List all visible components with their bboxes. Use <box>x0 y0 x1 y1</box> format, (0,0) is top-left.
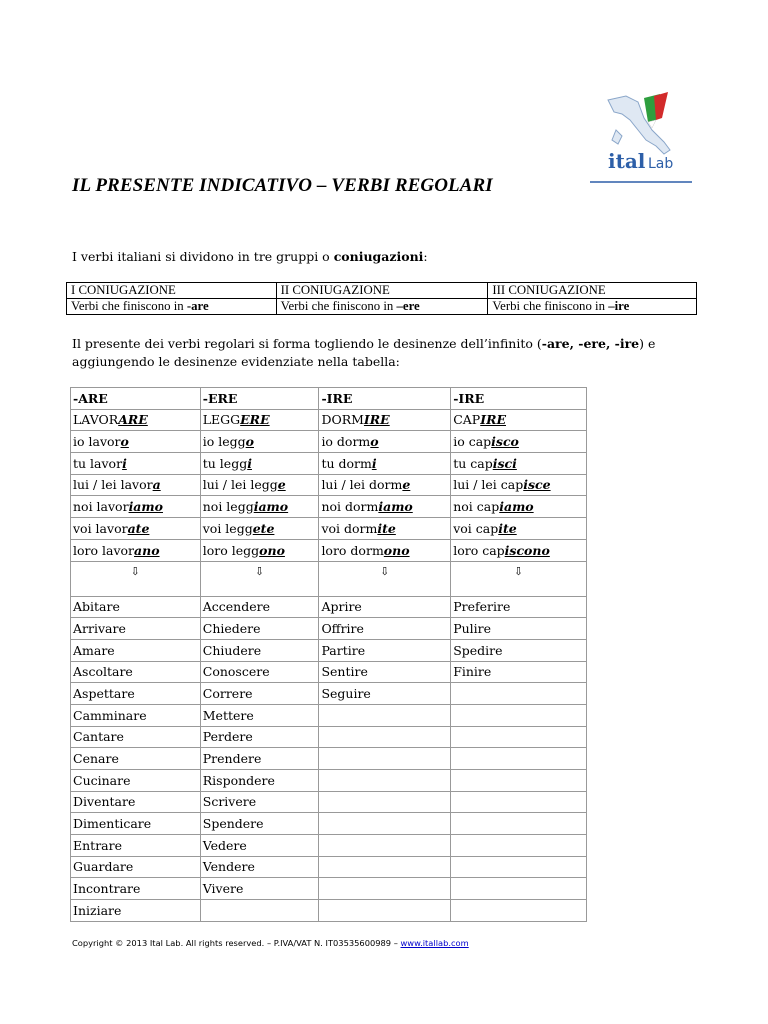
website-link[interactable]: www.itallab.com <box>400 938 469 948</box>
example-verb: Accendere <box>200 596 319 618</box>
conjugation-cell <box>71 539 201 561</box>
example-verb <box>451 878 587 900</box>
example-verb: Aprire <box>319 596 451 618</box>
stem: io legg <box>202 434 246 450</box>
example-row <box>71 835 587 857</box>
conjugation-desc: Verbi che finiscono in -are <box>67 299 277 315</box>
conjugation-cell <box>451 539 587 561</box>
ending: a <box>152 477 161 493</box>
ending: ono <box>259 542 285 558</box>
ending: isce <box>523 477 551 493</box>
example-verb: Pulire <box>451 618 587 640</box>
conjugation-cell <box>200 431 319 453</box>
example-row <box>71 878 587 900</box>
italy-map-logo-icon <box>586 90 696 188</box>
conjugation-cell <box>451 474 587 496</box>
stem: LAVOR <box>73 412 119 428</box>
stem: noi dorm <box>321 499 379 515</box>
conjugation-cell <box>200 539 319 561</box>
example-verb: Perdere <box>200 726 319 748</box>
down-arrow-icon: ⇩ <box>71 561 201 596</box>
conjugation-row <box>71 496 587 518</box>
example-row <box>71 748 587 770</box>
stem: io cap <box>453 434 492 450</box>
conjugation-cell <box>451 431 587 453</box>
example-verb <box>319 878 451 900</box>
conjugation-cell <box>319 496 451 518</box>
example-verb: Finire <box>451 661 587 683</box>
ending: ano <box>134 542 160 558</box>
stem: lui / lei lavor <box>73 477 153 493</box>
stem: tu dorm <box>321 455 372 471</box>
ending: ERE <box>240 412 270 428</box>
example-verb: Prendere <box>200 748 319 770</box>
ending: ono <box>383 542 410 558</box>
ending: o <box>245 434 254 450</box>
itallab-logo <box>586 90 696 188</box>
example-verb: Mettere <box>200 704 319 726</box>
ending: ite <box>377 520 396 536</box>
example-verb <box>451 748 587 770</box>
example-verb: Amare <box>71 639 201 661</box>
example-verb: Vendere <box>200 856 319 878</box>
example-row <box>71 661 587 683</box>
example-verb <box>451 791 587 813</box>
conjugation-cell <box>319 409 451 431</box>
example-verb: Rispondere <box>200 770 319 792</box>
stem: CAP <box>453 412 481 428</box>
example-verb: Guardare <box>71 856 201 878</box>
example-row <box>71 856 587 878</box>
example-verb <box>451 704 587 726</box>
stem: voi cap <box>453 520 499 536</box>
conjugation-cell <box>71 453 201 475</box>
ending: ite <box>498 520 517 536</box>
example-verb: Cantare <box>71 726 201 748</box>
stem: tu lavor <box>73 455 123 471</box>
conjugation-cell <box>71 496 201 518</box>
example-verb <box>319 900 451 922</box>
example-row <box>71 639 587 661</box>
example-verb: Iniziare <box>71 900 201 922</box>
example-verb <box>451 683 587 705</box>
conjugation-cell <box>71 474 201 496</box>
example-verb: Cenare <box>71 748 201 770</box>
conjugation-cell <box>319 474 451 496</box>
stem: tu legg <box>202 455 248 471</box>
example-verb: Conoscere <box>200 661 319 683</box>
example-verb: Chiudere <box>200 639 319 661</box>
stem: loro lavor <box>73 542 135 558</box>
conjugation-cell <box>200 453 319 475</box>
example-verb <box>451 835 587 857</box>
conjugation-cell <box>451 518 587 540</box>
svg-text:Lab: Lab <box>648 156 674 172</box>
example-verb <box>319 813 451 835</box>
ending: iamo <box>253 499 289 515</box>
example-verb: Arrivare <box>71 618 201 640</box>
column-header: -IRE <box>451 388 587 410</box>
conjugation-cell <box>319 539 451 561</box>
stem: loro cap <box>453 542 505 558</box>
example-row <box>71 618 587 640</box>
example-row <box>71 726 587 748</box>
ending: iamo <box>499 499 534 515</box>
example-verb: Entrare <box>71 835 201 857</box>
page-title: IL PRESENTE INDICATIVO – VERBI REGOLARI <box>72 175 493 196</box>
stem: voi dorm <box>321 520 378 536</box>
ending: iscono <box>504 542 550 558</box>
example-verb: Incontrare <box>71 878 201 900</box>
conjugation-name: I CONIUGAZIONE <box>67 283 277 299</box>
stem: LEGG <box>202 412 241 428</box>
example-verb: Vivere <box>200 878 319 900</box>
ending: isco <box>491 434 519 450</box>
example-verb <box>451 770 587 792</box>
conjugation-cell <box>319 431 451 453</box>
conjugation-cell <box>451 409 587 431</box>
ending: ARE <box>118 412 148 428</box>
conjugation-row <box>71 474 587 496</box>
example-row <box>71 596 587 618</box>
example-verb: Chiedere <box>200 618 319 640</box>
example-verb <box>200 900 319 922</box>
example-row <box>71 770 587 792</box>
conjugation-row <box>71 409 587 431</box>
ending: IRE <box>363 412 390 428</box>
conjugation-row <box>71 518 587 540</box>
example-verb: Dimenticare <box>71 813 201 835</box>
example-row <box>71 704 587 726</box>
ending: IRE <box>480 412 506 428</box>
conjugation-desc: Verbi che finiscono in –ire <box>488 299 697 315</box>
example-verb: Partire <box>319 639 451 661</box>
conjugation-cell <box>71 518 201 540</box>
explanation-paragraph: Il presente dei verbi regolari si forma togliendo le desinenze dell’infinito (-are, -ere, -ire) e aggiungendo le desinenze evidenziate nella tabella: <box>72 336 656 369</box>
svg-text:ital: ital <box>608 149 646 173</box>
example-verb <box>319 726 451 748</box>
conjugation-cell <box>319 518 451 540</box>
example-row <box>71 683 587 705</box>
column-header: -IRE <box>319 388 451 410</box>
example-verb: Sentire <box>319 661 451 683</box>
example-verb <box>319 770 451 792</box>
example-verb <box>319 856 451 878</box>
conjugation-cell <box>200 474 319 496</box>
ending: isci <box>492 455 517 471</box>
conjugation-desc: Verbi che finiscono in –ere <box>276 299 488 315</box>
column-header: -ERE <box>200 388 319 410</box>
example-row <box>71 791 587 813</box>
conjugation-cell <box>319 453 451 475</box>
example-verb <box>451 856 587 878</box>
conjugation-cell <box>71 409 201 431</box>
conjugation-table <box>66 282 697 315</box>
ending: i <box>371 455 377 471</box>
example-verb: Ascoltare <box>71 661 201 683</box>
example-verb: Camminare <box>71 704 201 726</box>
conjugation-row <box>71 431 587 453</box>
stem: tu cap <box>453 455 493 471</box>
example-verb: Spendere <box>200 813 319 835</box>
example-verb: Preferire <box>451 596 587 618</box>
stem: DORM <box>321 412 364 428</box>
example-verb: Aspettare <box>71 683 201 705</box>
down-arrow-icon: ⇩ <box>200 561 319 596</box>
verb-conjugation-table <box>70 387 587 922</box>
example-verb: Offrire <box>319 618 451 640</box>
stem: io lavor <box>73 434 121 450</box>
intro-text: I verbi italiani si dividono in tre gruppi o coniugazioni: <box>72 249 428 264</box>
column-header: -ARE <box>71 388 201 410</box>
example-verb <box>319 791 451 813</box>
ending: e <box>277 477 286 493</box>
ending: o <box>120 434 129 450</box>
stem: voi lavor <box>73 520 128 536</box>
conjugation-name: III CONIUGAZIONE <box>488 283 697 299</box>
example-verb: Vedere <box>200 835 319 857</box>
stem: noi cap <box>453 499 500 515</box>
ending: iamo <box>128 499 163 515</box>
arrow-row <box>71 561 587 596</box>
example-verb <box>451 813 587 835</box>
conjugation-cell <box>451 496 587 518</box>
stem: noi legg <box>202 499 254 515</box>
example-verb: Correre <box>200 683 319 705</box>
example-row <box>71 900 587 922</box>
example-verb <box>451 726 587 748</box>
example-verb <box>319 835 451 857</box>
conjugation-cell <box>200 518 319 540</box>
ending: iamo <box>378 499 413 515</box>
example-verb: Scrivere <box>200 791 319 813</box>
ending: ete <box>252 520 275 536</box>
down-arrow-icon: ⇩ <box>451 561 587 596</box>
example-verb: Seguire <box>319 683 451 705</box>
ending: ate <box>127 520 150 536</box>
conjugation-row <box>71 453 587 475</box>
stem: loro dorm <box>321 542 384 558</box>
ending: i <box>122 455 127 471</box>
example-verb: Abitare <box>71 596 201 618</box>
table-header-row <box>71 388 587 410</box>
example-verb <box>319 748 451 770</box>
conjugation-cell <box>200 496 319 518</box>
example-row <box>71 813 587 835</box>
stem: voi legg <box>202 520 253 536</box>
example-verb: Spedire <box>451 639 587 661</box>
conjugation-name: II CONIUGAZIONE <box>276 283 488 299</box>
example-verb: Diventare <box>71 791 201 813</box>
conjugation-cell <box>451 453 587 475</box>
ending: e <box>402 477 411 493</box>
stem: loro legg <box>202 542 260 558</box>
example-verb: Cucinare <box>71 770 201 792</box>
footer: Copyright © 2013 Ital Lab. All rights reserved. – P.IVA/VAT N. IT03535600989 – www.itallab.com <box>72 938 469 948</box>
stem: noi lavor <box>73 499 129 515</box>
stem: lui / lei dorm <box>321 477 403 493</box>
ending: i <box>247 455 252 471</box>
example-verb <box>451 900 587 922</box>
example-verb <box>319 704 451 726</box>
conjugation-cell <box>71 431 201 453</box>
conjugation-row <box>71 539 587 561</box>
stem: lui / lei cap <box>453 477 524 493</box>
ending: o <box>370 434 379 450</box>
conjugation-cell <box>200 409 319 431</box>
stem: io dorm <box>321 434 371 450</box>
stem: lui / lei legg <box>202 477 278 493</box>
down-arrow-icon: ⇩ <box>319 561 451 596</box>
